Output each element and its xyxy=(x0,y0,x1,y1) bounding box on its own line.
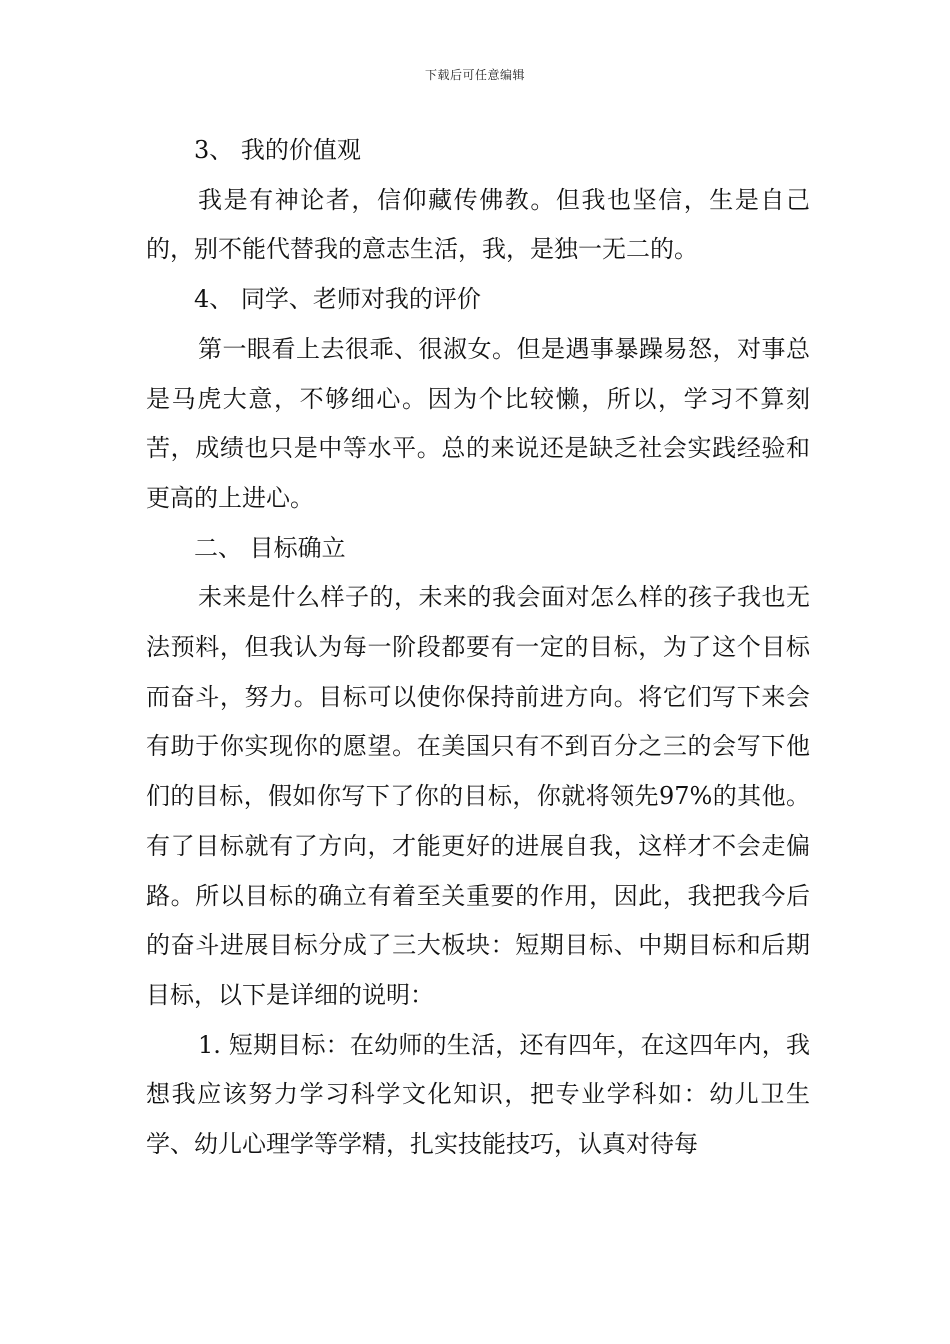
page-header-note: 下载后可任意编辑 xyxy=(424,68,525,82)
part-2-heading: 二、 目标确立 xyxy=(194,533,346,562)
section-3-heading: 3、 我的价值观 xyxy=(194,136,361,164)
section-4-heading: 4、 同学、老师对我的评价 xyxy=(194,285,481,314)
section-3-paragraph: 我是有神论者，信仰藏传佛教。但我也坚信，生是自己的，别不能代替我的意志生活，我，是独一无二的。 xyxy=(146,185,810,264)
section-4-paragraph: 第一眼看上去很乖、很淑女。但是遇事暴躁易怒，对事总是马虎大意，不够细心。因为个比较懒，所以，学习不算刻苦，成绩也只是中等水平。总的来说还是缺乏社会实践经验和更高的上进心。 xyxy=(146,334,810,512)
goal-item-1: 1. 短期目标：在幼师的生活，还有四年，在这四年内，我想我应该努力学习科学文化知识，把专业学科如：幼儿卫生学、幼儿心理学等学精，扎实技能技巧，认真对待每 xyxy=(146,1030,810,1159)
part-2-paragraph: 未来是什么样子的，未来的我会面对怎么样的孩子我也无法预料，但我认为每一阶段都要有一定的目标，为了这个目标而奋斗，努力。目标可以使你保持前进方向。将它们写下来会有助于你实现你的愿望。在美国只有不到百分之三的会写下他们的目标，假如你写下了你的目标，你就将领先97%的其他。有了目标就有了方向，才能更好的进展自我，这样才不会走偏路。所以目标的确立有着至关重要的作用，因此，我把我今后的奋斗进展目标分成了三大板块：短期目标、中期目标和后期目标，以下是详细的说明： xyxy=(146,583,810,1009)
document-body xyxy=(146,126,810,1170)
